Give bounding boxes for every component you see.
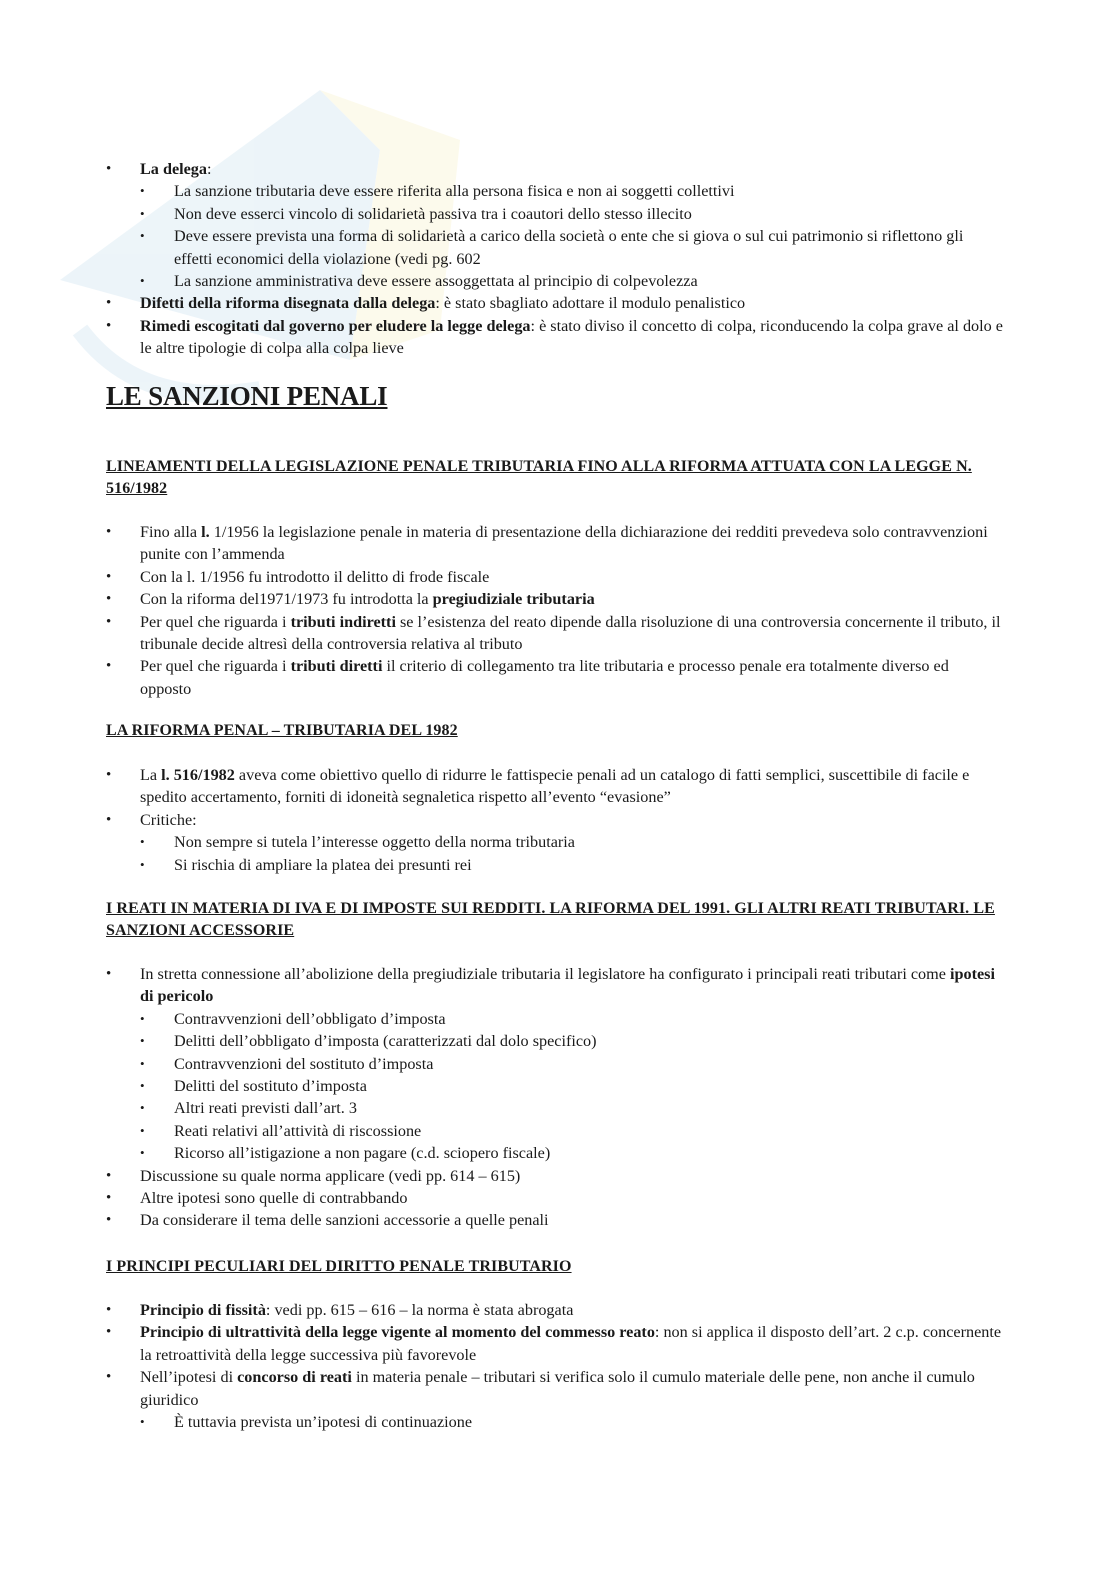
sub-list-item: • Delitti dell’obbligato d’imposta (caratterizzati dal dolo specifico) [0, 1030, 1113, 1052]
section-list [0, 1299, 1113, 1433]
sub-list-item: • Reati relativi all’attività di riscossione [0, 1120, 1113, 1142]
list-item: • La l. 516/1982 aveva come obiettivo quello di ridurre le fattispecie penali ad un catalogo di fatti semplici, suscettibile di facile e spedito accertamento, forniti di idoneità segnaletica rispetto all’evento “evasione” [0, 764, 1113, 809]
sub-list-item: • Delitti del sostituto d’imposta [0, 1075, 1113, 1097]
list-item: • Per quel che riguarda i tributi indiretti se l’esistenza del reato dipende dalla risoluzione di una controversia concernente il tributo, il tribunale decide altresì della controversia relativa al tributo [0, 611, 1113, 656]
sub-list-item: • Deve essere prevista una forma di solidarietà a carico della società o ente che si giova o sul cui patrimonio si riflettono gli effetti economici della violazione (vedi pg. 602 [0, 225, 1113, 270]
list-item: • La delega: [0, 158, 1113, 180]
sub-list-item: • Contravvenzioni del sostituto d’imposta [0, 1053, 1113, 1075]
section-heading: I REATI IN MATERIA DI IVA E DI IMPOSTE SUI REDDITI. LA RIFORMA DEL 1991. GLI ALTRI REATI TRIBUTARI. LE SANZIONI ACCESSORIE [106, 900, 995, 939]
list-item: • Con la l. 1/1956 fu introdotto il delitto di frode fiscale [0, 566, 1113, 588]
list-item: • Principio di fissità: vedi pp. 615 – 616 – la norma è stata abrogata [0, 1299, 1113, 1321]
section-list [0, 764, 1113, 876]
list-item: • Nell’ipotesi di concorso di reati in materia penale – tributari si verifica solo il cumulo materiale delle pene, non anche il cumulo giuridico [0, 1366, 1113, 1411]
sub-list-item: • Contravvenzioni dell’obbligato d’imposta [0, 1008, 1113, 1030]
list-item: • Discussione su quale norma applicare (vedi pp. 614 – 615) [0, 1165, 1113, 1187]
section-list [0, 521, 1113, 700]
list-item: • Difetti della riforma disegnata dalla delega: è stato sbagliato adottare il modulo penalistico [0, 292, 1113, 314]
list-item: • Principio di ultrattività della legge vigente al momento del commesso reato: non si applica il disposto dell’art. 2 c.p. concernente la retroattività della legge successiva più favorevole [0, 1321, 1113, 1366]
list-item: • Da considerare il tema delle sanzioni accessorie a quelle penali [0, 1209, 1113, 1231]
delega-section [0, 158, 1113, 360]
sub-list-item: • Altri reati previsti dall’art. 3 [0, 1097, 1113, 1119]
section-heading: I PRINCIPI PECULIARI DEL DIRITTO PENALE TRIBUTARIO [106, 1258, 572, 1275]
page-title: LE SANZIONI PENALI [106, 381, 388, 411]
sub-list-item: • È tuttavia prevista un’ipotesi di continuazione [0, 1411, 1113, 1433]
list-item: • Per quel che riguarda i tributi diretti il criterio di collegamento tra lite tributaria e processo penale era totalmente diverso ed opposto [0, 655, 1113, 700]
section-list [0, 963, 1113, 1232]
sub-list-item: • Si rischia di ampliare la platea dei presunti rei [0, 854, 1113, 876]
sub-list-item: • Non sempre si tutela l’interesse oggetto della norma tributaria [0, 831, 1113, 853]
list-item: • Rimedi escogitati dal governo per eludere la legge delega: è stato diviso il concetto di colpa, riconducendo la colpa grave al dolo e le altre tipologie di colpa alla colpa lieve [0, 315, 1113, 360]
section-heading: LA RIFORMA PENAL – TRIBUTARIA DEL 1982 [106, 722, 458, 739]
list-item: • Fino alla l. 1/1956 la legislazione penale in materia di presentazione della dichiarazione dei redditi prevedeva solo contravvenzioni punite con l’ammenda [0, 521, 1113, 566]
sub-list-item: • La sanzione amministrativa deve essere assoggettata al principio di colpevolezza [0, 270, 1113, 292]
list-item: • Con la riforma del1971/1973 fu introdotta la pregiudiziale tributaria [0, 588, 1113, 610]
sub-list-item: • Ricorso all’istigazione a non pagare (c.d. sciopero fiscale) [0, 1142, 1113, 1164]
section-heading: LINEAMENTI DELLA LEGISLAZIONE PENALE TRIBUTARIA FINO ALLA RIFORMA ATTUATA CON LA LEGGE N. 516/1982 [106, 458, 972, 497]
sub-list-item: • Non deve esserci vincolo di solidarietà passiva tra i coautori dello stesso illecito [0, 203, 1113, 225]
sub-list-item: • La sanzione tributaria deve essere riferita alla persona fisica e non ai soggetti collettivi [0, 180, 1113, 202]
list-item: • Altre ipotesi sono quelle di contrabbando [0, 1187, 1113, 1209]
list-item: • Critiche: [0, 809, 1113, 831]
list-item: • In stretta connessione all’abolizione della pregiudiziale tributaria il legislatore ha configurato i principali reati tributari come ipotesi di pericolo [0, 963, 1113, 1008]
